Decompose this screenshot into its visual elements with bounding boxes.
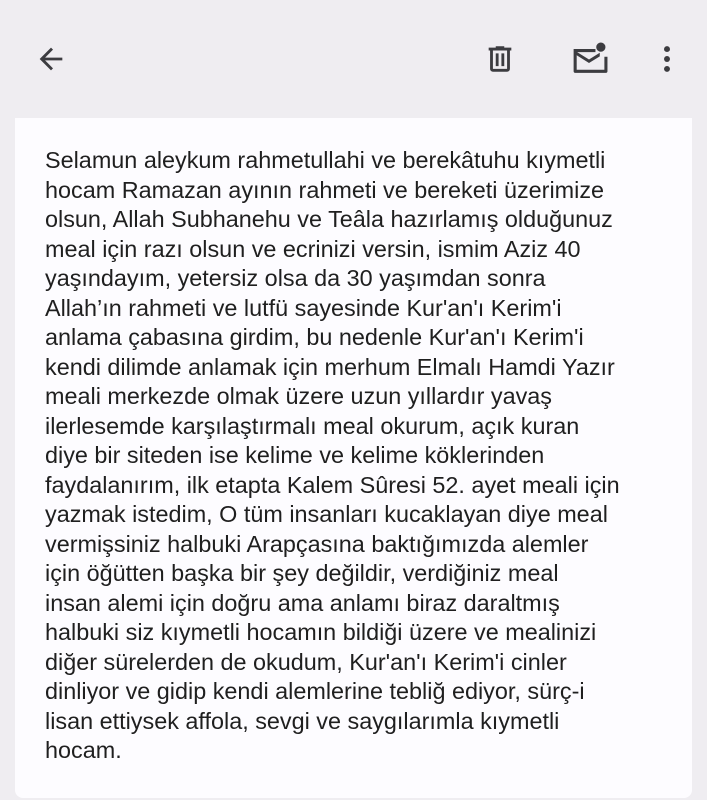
mail-unread-icon xyxy=(569,39,609,79)
message-body: Selamun aleykum rahmetullahi ve berekâtuhu kıymetli hocam Ramazan ayının rahmeti ve bereketi üzerimize olsun, Allah Subhanehu ve Teâla hazırlamış olduğunuz meal için razı olsun ve ecrinizi versin, ismim Aziz 40 yaşındayım, yetersiz olsa da 30 yaşımdan sonra Allah’ın rahmeti ve lutfü sayesinde Kur'an'ı Kerim'i anlama çabasına girdim, bu nedenle Kur'an'ı Kerim'i kendi dilimde anlamak için merhum Elmalı Hamdi Yazır meali merkezde olmak üzere uzun yıllardır yavaş ilerlesemde karşılaştırmalı meal okurum, açık kuran diye bir siteden ise kelime ve kelime köklerinden faydalanırım, ilk etapta Kalem Sûresi 52. ayet meali için yazmak istedim, O tüm insanları kucaklayan diye meal vermişsiniz halbuki Arapçasına baktığımızda alemler için öğütten başka bir şey değildir, verdiğiniz meal insan alemi için doğru ama anlamı biraz daraltmış halbuki siz kıymetli hocamın bildiği üzere ve mealinizi diğer sürelerden de okudum, Kur'an'ı Kerim'i cinler dinliyor ve gidip kendi alemlerine tebliğ ediyor, sürç-i lisan ettiysek affola, sevgi ve saygılarımla kıymetli hocam. xyxy=(45,147,620,763)
trash-icon xyxy=(483,42,517,76)
message-card xyxy=(15,118,692,798)
more-options-button[interactable] xyxy=(639,31,695,87)
mark-unread-button[interactable] xyxy=(561,31,617,87)
delete-button[interactable] xyxy=(472,31,528,87)
more-vertical-icon xyxy=(650,42,684,76)
back-button[interactable] xyxy=(23,31,79,87)
arrow-left-icon xyxy=(34,42,68,76)
top-app-bar xyxy=(0,0,707,118)
